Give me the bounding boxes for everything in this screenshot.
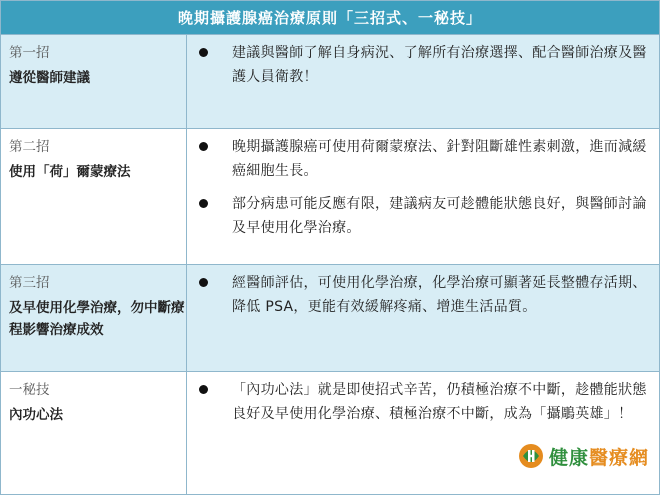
move-name: 第三招 — [9, 275, 50, 291]
site-logo — [517, 442, 649, 470]
bullet-icon — [199, 48, 208, 57]
description-cell — [187, 129, 659, 264]
move-name: 一秘技 — [9, 382, 50, 398]
bullet-icon — [199, 278, 208, 287]
table-row — [1, 34, 659, 128]
table-row — [1, 371, 659, 494]
table-title: 晚期攝護腺癌治療原則「三招式、一秘技」 — [1, 1, 659, 34]
bullet-icon — [199, 142, 208, 151]
list-item — [187, 41, 649, 89]
move-method: 使用「荷」爾蒙療法 — [9, 164, 131, 180]
bullet-icon — [199, 199, 208, 208]
bullet-text: 經醫師評估，可使用化學治療，化學治療可顯著延長整體存活期、降低 PSA，更能有效緩解疼痛、增進生活品質。 — [232, 275, 647, 315]
move-name: 第二招 — [9, 139, 50, 155]
bullet-text: 「內功心法」就是即使招式辛苦，仍積極治療不中斷，趁體能狀態良好及早使用化學治療、積極治療不中斷，成為「攝鵰英雄」！ — [232, 382, 647, 422]
move-name: 第一招 — [9, 45, 50, 61]
move-cell — [1, 372, 187, 494]
bullet-text: 部分病患可能反應有限，建議病友可趁體能狀態良好，與醫師討論及早使用化學治療。 — [232, 196, 647, 236]
move-cell — [1, 265, 187, 371]
logo-text — [549, 443, 649, 470]
move-method: 及早使用化學治療，勿中斷療程影響治療成效 — [9, 300, 185, 338]
list-item — [187, 192, 649, 240]
logo-heart-icon — [517, 442, 545, 470]
description-cell — [187, 265, 659, 371]
list-item — [187, 135, 649, 183]
description-cell — [187, 372, 659, 494]
logo-text-medical-net: 醫療網 — [589, 446, 650, 469]
bullet-text: 建議與醫師了解自身病況、了解所有治療選擇、配合醫師治療及醫護人員衛教！ — [232, 45, 647, 85]
move-method: 遵從醫師建議 — [9, 70, 90, 86]
logo-text-health: 健康 — [549, 446, 590, 469]
move-cell — [1, 129, 187, 264]
bullet-text: 晚期攝護腺癌可使用荷爾蒙療法、針對阻斷雄性素刺激，進而減緩癌細胞生長。 — [232, 139, 647, 179]
list-item — [187, 378, 649, 426]
list-item — [187, 271, 649, 319]
move-cell — [1, 35, 187, 128]
bullet-icon — [199, 385, 208, 394]
move-method: 內功心法 — [9, 407, 63, 423]
table-row — [1, 128, 659, 264]
table-row — [1, 264, 659, 371]
description-cell — [187, 35, 659, 128]
